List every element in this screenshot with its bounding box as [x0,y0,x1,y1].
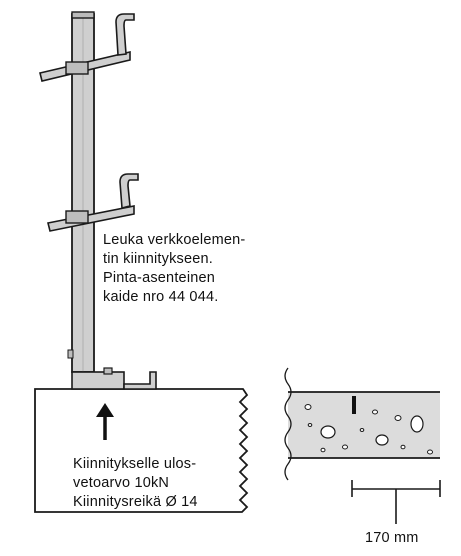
anchor-bolt [352,396,356,414]
clamp-description-line: Leuka verkkoelemen- [103,232,246,248]
dimension-label [365,529,419,548]
clamp-description-line: Pinta-asenteinen [103,270,216,286]
post-cap [72,12,94,18]
clamp-description-line: tin kiinnitykseen. [103,251,213,267]
dimension-line [352,480,440,524]
pull-out-description-line: Kiinnitykselle ulos- [73,456,197,472]
pull-out-description-line: vetoarvo 10kN [73,475,170,491]
concrete-section [285,368,440,480]
dimension-value: 170 mm [365,530,419,546]
pull-out-description [73,455,198,512]
clamp-description-line: kaide nro 44 044. [103,289,219,305]
clamp-description [103,231,245,307]
pull-out-description-line: Kiinnitysreikä Ø 14 [73,494,198,510]
